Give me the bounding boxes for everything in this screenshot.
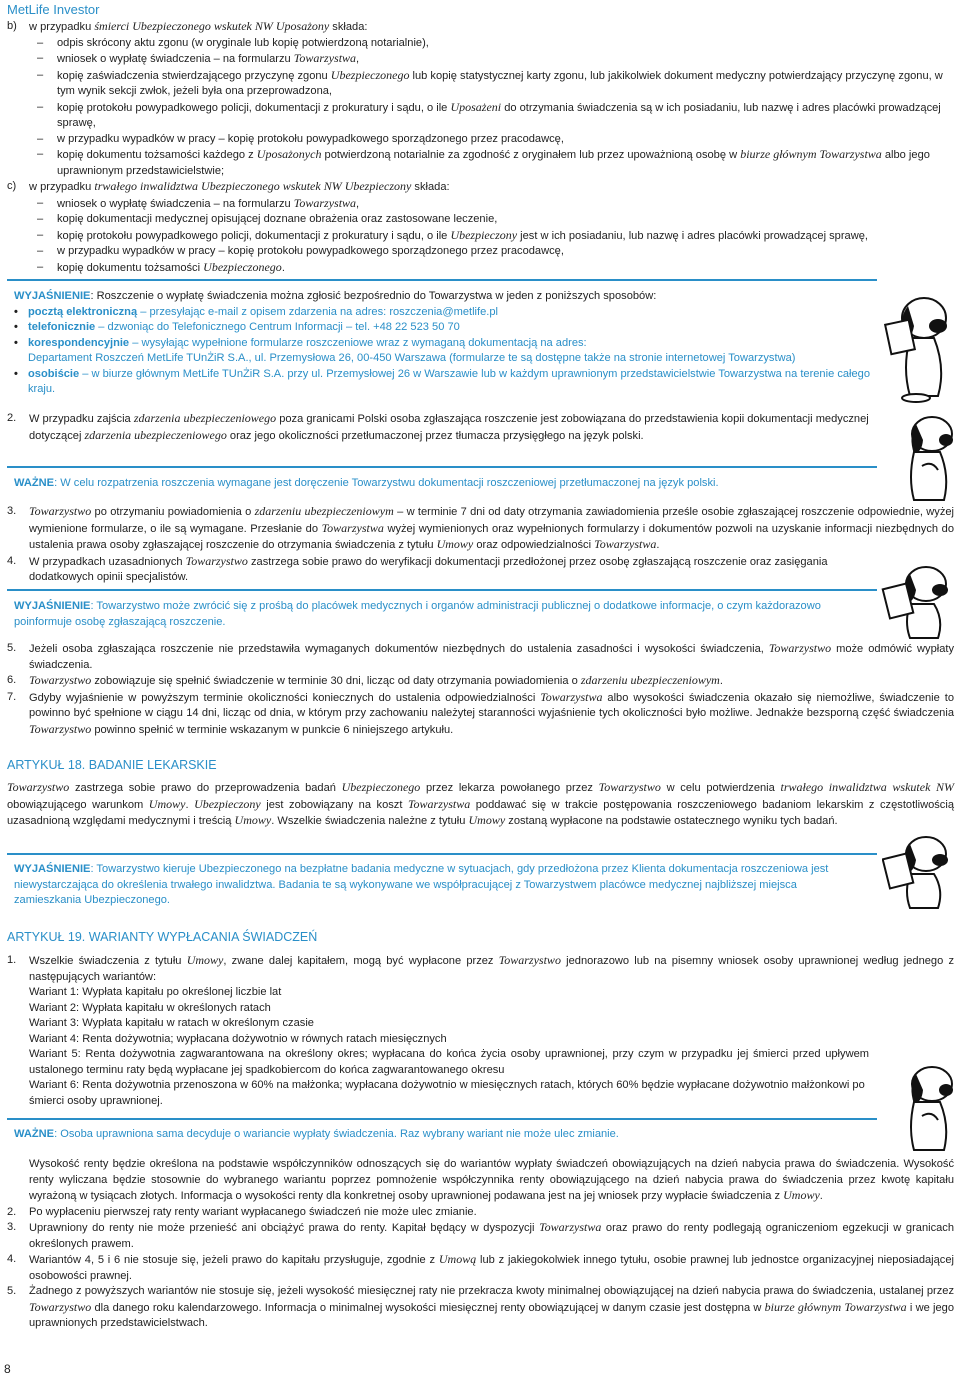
list-item: [14, 320, 874, 336]
text-span: Uposażonych: [256, 147, 322, 161]
text-span: – przesyłając e-mail z opisem zdarzenia na adres: roszczenia@metlife.pl: [137, 305, 498, 318]
paragraph-2: [7, 411, 872, 444]
text-span: Towarzystwa: [407, 796, 471, 811]
box-top-rule: [7, 853, 877, 855]
snoopy-thinking-icon: [898, 410, 958, 505]
text-span: – dzwoniąc do Telefonicznego Centrum Informacji – tel. +48 22 523 50 70: [95, 321, 460, 333]
text-span: Wysokość renty będzie określona na podstawie współczynników odnoszących się do wariantów wypłaty świadczeń obowiązujących na dzień nabycia prawa do świadczenia. Wysokość renty wyliczana będzie stosownie do wybranego wariantu poprzez pomnożenie współczynnika renty obowiązującego na dzień nabycia prawa do świadczenia przez kwotę kapitału wyrażoną w tysiącach złotych. Informacja o wysokości renty dla konkretnej osoby uprawnionej podawana jest na jej wniosek przy wypłacie świadczenia z: [29, 1158, 954, 1202]
text-span: biurze głównym Towarzystwa: [764, 1299, 907, 1314]
article-19-tail: [7, 1157, 954, 1332]
text-span: w przypadku wypadków w pracy – kopię protokołu powypadkowego sporządzonego przez pracodawcę,: [57, 132, 564, 145]
list-item: [7, 51, 954, 68]
list-item: [7, 196, 954, 213]
text-span: Towarzystwo: [598, 780, 661, 794]
list-item: [7, 68, 954, 100]
list-item: [7, 100, 954, 132]
header-title: MetLife Investor: [7, 2, 100, 17]
text-span: Umowy: [783, 1188, 820, 1202]
text-span: poza granicami Polski osoba zgłaszająca roszczenie jest zobowiązana do przedstawienia kopii dokumentacji medycznej dotyczącej: [29, 413, 869, 442]
paragraph-number: 3.: [7, 505, 17, 517]
text-span: obowiązującego warunkom: [7, 798, 149, 811]
list-item: [7, 228, 954, 245]
text-span: osobiście: [28, 367, 80, 380]
text-span: oraz odpowiedzialności: [473, 539, 595, 551]
page-number: 8: [4, 1362, 11, 1376]
text-span: Towarzystwo: [185, 553, 248, 568]
variant-item: Wariant 1: Wypłata kapitału po określonej liczbie lat: [29, 986, 282, 998]
variant-item: Wariant 5: Renta dożywotnia zagwarantowana na określony okres; wypłacana do końca życia osoby uprawnionej, przy czym w przypadku jej śmierci przed upływem ustalonego terminu raty będą wypłacane jej spadkobiercom do końca zagwarantowanego okresu: [29, 1048, 869, 1076]
text-span: kopię protokołu powypadkowego policji, dokumentacji z prokuratury i sądu, o ile: [57, 229, 451, 242]
text-span: Umowy: [468, 813, 506, 827]
text-span: potwierdzoną notarialnie za zgodność z oryginałem lub przez upoważnioną osobę w: [321, 149, 741, 161]
paragraph-number: 2.: [7, 1205, 17, 1218]
text-span: do otrzymania świadczenia są w ich posiadaniu, lub nazwę i adres placówki prowadzącej sprawę,: [57, 101, 941, 129]
text-span: oraz jego okoliczności przetłumaczonej przez tłumacza przysięgłego na język polski.: [226, 429, 644, 442]
snoopy-reading-icon: [882, 830, 956, 910]
text-span: .: [656, 539, 660, 551]
box-keyword: WYJAŚNIENIE: [14, 600, 91, 612]
text-span: trwałego inwalidztwa wskutek NW: [780, 780, 955, 794]
article-18-title: ARTYKUŁ 18. BADANIE LEKARSKIE: [7, 758, 217, 772]
box-top-rule: [7, 466, 877, 468]
text-span: Towarzystwa: [540, 689, 603, 704]
text-span: składa:: [411, 181, 450, 193]
text-span: Umową: [438, 1252, 477, 1266]
text-span: wniosek o wypłatę świadczenia – na formularzu: [57, 53, 294, 65]
article-19-body: [7, 953, 954, 1109]
section-c-intro: [7, 179, 954, 196]
text-span: w celu potwierdzenia: [660, 782, 781, 794]
list-item: [14, 336, 874, 352]
text-span: Jeżeli osoba zgłaszająca roszczenie nie przedstawiła wymaganych dokumentów niezbędnych do ustalenia zasadności i wysokości świadczenia,: [29, 643, 769, 655]
paragraph-number: 3.: [7, 1221, 17, 1233]
text-span: : Towarzystwo może zwrócić się z prośbą do placówek medycznych i organów administracji publicznej o dodatkowe informacje, o czym każdorazowo poinformuje osobę zgłaszającą roszczenie.: [14, 600, 821, 628]
list-item: [7, 147, 954, 179]
text-span: W przypadku zajścia: [29, 413, 134, 425]
text-span: Uposażeni: [450, 99, 502, 114]
box-keyword: WYJAŚNIENIE: [14, 290, 91, 302]
text-span: .: [185, 798, 195, 811]
text-span: składa:: [329, 21, 368, 33]
list-item: [7, 260, 954, 277]
text-span: – w terminie 7 dni od daty otrzymania zawiadomienia prześle osobie zgłaszającej roszczenie odpowiednie, wyżej wymienione formularze, o ile są wymagane. Przesłanie do: [29, 506, 954, 535]
section-b-intro: [7, 19, 954, 36]
important-box-translation: [14, 476, 874, 492]
text-span: Uprawniony do renty nie może przenieść ani obciążyć prawa do renty. Kapitał będący w dyspozycji: [29, 1222, 540, 1234]
text-span: ,: [356, 53, 360, 65]
text-span: Towarzystwo: [29, 1299, 92, 1314]
text-span: .: [281, 261, 285, 274]
text-span: i we jego uprawnionych przedstawicielstwach.: [29, 1301, 954, 1329]
text-span: Towarzystwo: [29, 721, 92, 736]
text-span: Wszelkie świadczenia z tytułu: [29, 955, 187, 967]
text-span: – wysyłając wypełnione formularze roszczeniowe wraz z wymaganą dokumentacją na adres:: [129, 336, 587, 349]
text-span: W przypadkach uzasadnionych: [29, 555, 186, 568]
text-span: kopię dokumentacji medycznej opisującej doznane obrażenia oraz zastosowane leczenie,: [57, 213, 498, 225]
text-span: zdarzeniu ubezpieczeniowym: [254, 504, 394, 518]
snoopy-thinking-icon: [900, 1060, 958, 1155]
text-span: Umowy: [436, 537, 474, 551]
address-text: Departament Roszczeń MetLife TUnŻiR S.A., ul. Przemysłowa 26, 00-450 Warszawa (formularze te są dostępne także na stronie internetowej Towarzystwa): [28, 352, 796, 364]
text-span: : Roszczenie o wypłatę świadczenia można zgłosić bezpośrednio do Towarzystwa w jeden z poniższych sposobów:: [90, 290, 657, 302]
paragraph-5-7: [7, 641, 954, 738]
box-top-rule: [7, 589, 877, 591]
text-span: albo wysokości świadczenia okazało się niemożliwe, świadczenie to powinno być spełnione w ciągu 14 dni, licząc od dnia, w którym przy zachowaniu należytej staranności wyjaśnienie tych okoliczności było możliwe. Jednakże bezsporną część świadczenia: [29, 691, 955, 719]
text-span: zdarzeniu ubezpieczeniowym: [580, 673, 720, 687]
text-span: : Osoba uprawniona sama decyduje o wariancie wypłaty świadczenia. Raz wybrany wariant nie może ulec zmianie.: [54, 1128, 619, 1140]
text-span: Ubezpieczonego: [203, 259, 282, 274]
list-item: [7, 132, 954, 148]
text-span: Towarzystwa: [293, 195, 357, 210]
text-span: kopię dokumentu tożsamości każdego z: [57, 149, 257, 161]
text-span: kopię protokołu powypadkowego policji, dokumentacji z prokuratury i sądu, o ile: [57, 101, 451, 114]
text-span: wyżej wymienionych oraz wypełnionych formularzy i dokumentów pozwoli na uzyskanie informacji niezbędnych do ustalenia prawa osoby zgłaszającej roszczenie do otrzymania świadczenia z tytułu: [29, 522, 954, 551]
text-span: śmierci Ubezpieczonego wskutek NW Uposażony: [94, 19, 330, 33]
text-span: Towarzystwo: [29, 504, 92, 518]
text-span: lub kopię statystycznej karty zgonu, lub jakikolwiek dokument medyczny potwierdzający przyczynę zgonu, w tym wynik sekcji zwłok, jeżeli była ona przeprowadzona,: [57, 69, 943, 97]
section-label: b): [7, 20, 17, 32]
text-span: – w biurze głównym MetLife TUnŻiR S.A. przy ul. Przemysłowej 26 w Warszawie lub w każdym uprawnionym przedstawicielstwie Towarzystwa na terenie całego kraju.: [28, 367, 871, 395]
text-span: pocztą elektroniczną: [28, 305, 138, 318]
box-top-rule: [7, 1118, 877, 1120]
box-intro: [14, 289, 874, 305]
text-span: ,: [356, 197, 360, 210]
text-span: kopię zaświadczenia stwierdzającego przyczynę zgonu: [57, 69, 331, 82]
text-span: może odmówić wypłaty świadczenia.: [29, 643, 955, 671]
text-span: Towarzystwo: [498, 953, 561, 967]
text-span: Umowy: [148, 796, 186, 811]
variant-item: Wariant 4: Renta dożywotnia; wypłacana dożywotnio w równych ratach miesięcznych: [29, 1032, 447, 1045]
text-span: Wariantów 4, 5 i 6 nie stosuje się, jeżeli prawo do kapitału przysługuje, zgodnie z: [29, 1254, 439, 1266]
text-span: Towarzystwo: [768, 641, 832, 655]
text-span: . Wszelkie świadczenia należne z tytułu: [271, 815, 469, 827]
text-span: .: [719, 675, 723, 687]
text-span: w przypadku: [29, 181, 95, 193]
text-span: Żadnego z powyższych wariantów nie stosuje się, jeżeli wysokość miesięcznej raty nie przekracza kwoty minimalnej obowiązującej na dzień nabycia prawa do świadczenia, ustalanej przez: [29, 1285, 954, 1297]
box-top-rule: [7, 279, 877, 281]
text-span: w przypadku: [29, 21, 95, 33]
text-span: lub z jakiegokolwiek innego tytułu, osobie prawnej lub jednostce organizacyjnej nieposiadającej osobowości prawnej.: [29, 1254, 954, 1282]
list-item: [7, 244, 954, 260]
text-span: Towarzystwa: [293, 51, 357, 65]
text-span: zobowiązuje się spełnić świadczenie w terminie 30 dni, licząc od daty otrzymania powiadomienia o: [91, 675, 581, 687]
paragraph-number: 6.: [7, 674, 17, 686]
explanation-box-exams: [14, 862, 864, 909]
text-span: oraz prawo do renty podlegają ograniczeniom egzekucji w granicach określonych prawem.: [29, 1222, 955, 1250]
text-span: Po wypłaceniu pierwszej raty renty wariant wypłacanego świadczeń nie może ulec zmianie.: [29, 1205, 477, 1218]
paragraph-number: 1.: [7, 954, 17, 966]
paragraph-number: 5.: [7, 1285, 17, 1297]
variant-item: Wariant 6: Renta dożywotnia przenoszona w 60% na małżonka; wypłacana dożywotnio w miesięcznych ratach, których 60% będzie wypłacane dożywotnio małżonkowi po śmierci osoby uprawnionej.: [29, 1079, 865, 1107]
snoopy-reading-icon: [880, 560, 956, 640]
box-keyword: WAŻNE: [14, 477, 55, 489]
paragraph-3-4: [7, 504, 954, 586]
text-span: poddawać się w trakcie postępowania roszczeniowego badaniom lekarskim z częstotliwością uzasadnioną względami medycznymi i treścią: [7, 798, 954, 827]
text-span: po otrzymaniu powiadomienia o: [91, 506, 255, 518]
list-item: [14, 305, 874, 321]
list-item: [7, 36, 954, 52]
list-item: [7, 212, 954, 228]
text-span: powinno spełnić w terminie wskazanym w punkcie 6 niniejszego artykułu.: [91, 723, 454, 736]
list-item: [14, 367, 874, 398]
text-span: Ubezpieczony: [194, 796, 261, 811]
text-span: trwałego inwalidztwa Ubezpieczonego wskutek NW Ubezpieczony: [94, 179, 412, 193]
text-span: albo jego uprawnionym przedstawicielstwie;: [57, 149, 930, 177]
text-span: Ubezpieczonego: [341, 780, 421, 794]
text-span: jest w ich posiadaniu, lub nazwę i adres placówki prowadzącej sprawę,: [517, 229, 868, 242]
text-span: Towarzystwo: [29, 673, 92, 687]
text-span: , zwane dalej kapitałem, mogą być wypłacone przez: [223, 955, 499, 967]
text-span: .: [819, 1190, 823, 1202]
text-span: wniosek o wypłatę świadczenia – na formularzu: [57, 197, 294, 210]
paragraph-number: 2.: [7, 412, 17, 424]
text-span: jednorazowo lub na pisemny wniosek osoby uprawnionej według jednego z następujących wariantów:: [29, 955, 955, 983]
text-span: zastrzega sobie prawo do przeprowadzenia badań: [69, 782, 342, 794]
text-span: Umowy: [234, 813, 272, 827]
text-span: Ubezpieczonego: [330, 67, 410, 82]
text-span: : W celu rozpatrzenia roszczenia wymagane jest doręczenie Towarzystwu dokumentacji roszczeniowej przetłumaczonej na język polski.: [54, 477, 719, 489]
text-span: Towarzystwa: [321, 520, 384, 535]
variant-item: Wariant 2: Wypłata kapitału w określonych ratach: [29, 1001, 271, 1014]
text-span: przez lekarza powołanego przez: [420, 782, 599, 794]
paragraph-number: 4.: [7, 1253, 17, 1265]
text-span: Towarzystwa: [594, 537, 657, 551]
important-box-variant: [14, 1127, 874, 1143]
text-span: Towarzystwa: [539, 1220, 602, 1234]
text-span: biurze głównym Towarzystwa: [740, 147, 882, 161]
text-span: Umowy: [186, 953, 224, 967]
explanation-box-medical: [14, 599, 854, 630]
variant-item: Wariant 3: Wypłata kapitału w ratach w określonym czasie: [29, 1017, 314, 1029]
text-span: Towarzystwo: [7, 780, 70, 794]
snoopy-reading-icon: [880, 288, 956, 403]
text-span: jest zobowiązany na koszt: [260, 798, 408, 811]
text-span: zdarzenia ubezpieczeniowego: [133, 411, 277, 425]
article-18-body: [7, 780, 954, 830]
text-span: Gdyby wyjaśnienie w powyższym terminie okoliczności koniecznych do ustalenia odpowiedzialności: [29, 691, 541, 704]
text-span: zdarzenia ubezpieczeniowego: [84, 427, 227, 442]
text-span: telefonicznie: [28, 321, 96, 333]
text-span: korespondencyjnie: [28, 336, 130, 349]
text-span: zostaną wypłacone na podstawie ostatecznego wyniku tych badań.: [505, 815, 838, 827]
text-span: Ubezpieczony: [450, 227, 518, 242]
box-keyword: WYJAŚNIENIE: [14, 863, 91, 875]
explanation-box-claims: [14, 289, 874, 398]
text-span: dla danego roku kalendarzowego. Informacja o minimalnej wysokości miesięcznej renty obowiązującej w danym czasie jest dostępna w: [91, 1301, 765, 1314]
text-span: odpis skrócony aktu zgonu (w oryginale lub kopię potwierdzoną notarialnie),: [57, 36, 429, 49]
box-keyword: WAŻNE: [14, 1128, 55, 1140]
article-19-title: ARTYKUŁ 19. WARIANTY WYPŁACANIA ŚWIADCZEŃ: [7, 930, 318, 944]
section-label: c): [7, 180, 17, 192]
text-span: w przypadku wypadków w pracy – kopię protokołu powypadkowego sporządzonego przez pracodawcę,: [57, 245, 564, 257]
paragraph-number: 5.: [7, 642, 17, 654]
text-span: kopię dokumentu tożsamości: [57, 261, 204, 274]
text-span: : Towarzystwo kieruje Ubezpieczonego na bezpłatne badania medyczne w sytuacjach, gdy przedłożona przez Klienta dokumentacja roszczeniowa jest niewystarczająca do określenia trwałego inwalidztwa. Badania te są wykonywane we współpracującej z Towarzystwem placówce medycznej najbliższej miejsca zamieszkania Ubezpieczonego.: [14, 863, 829, 906]
paragraph-number: 7.: [7, 690, 17, 703]
text-span: zastrzega sobie prawo do weryfikacji dokumentacji przedłożonej przez osobę zgłaszającą roszczenie oraz zasięgania dodatkowych opinii specjalistów.: [29, 555, 828, 583]
paragraph-number: 4.: [7, 554, 17, 567]
